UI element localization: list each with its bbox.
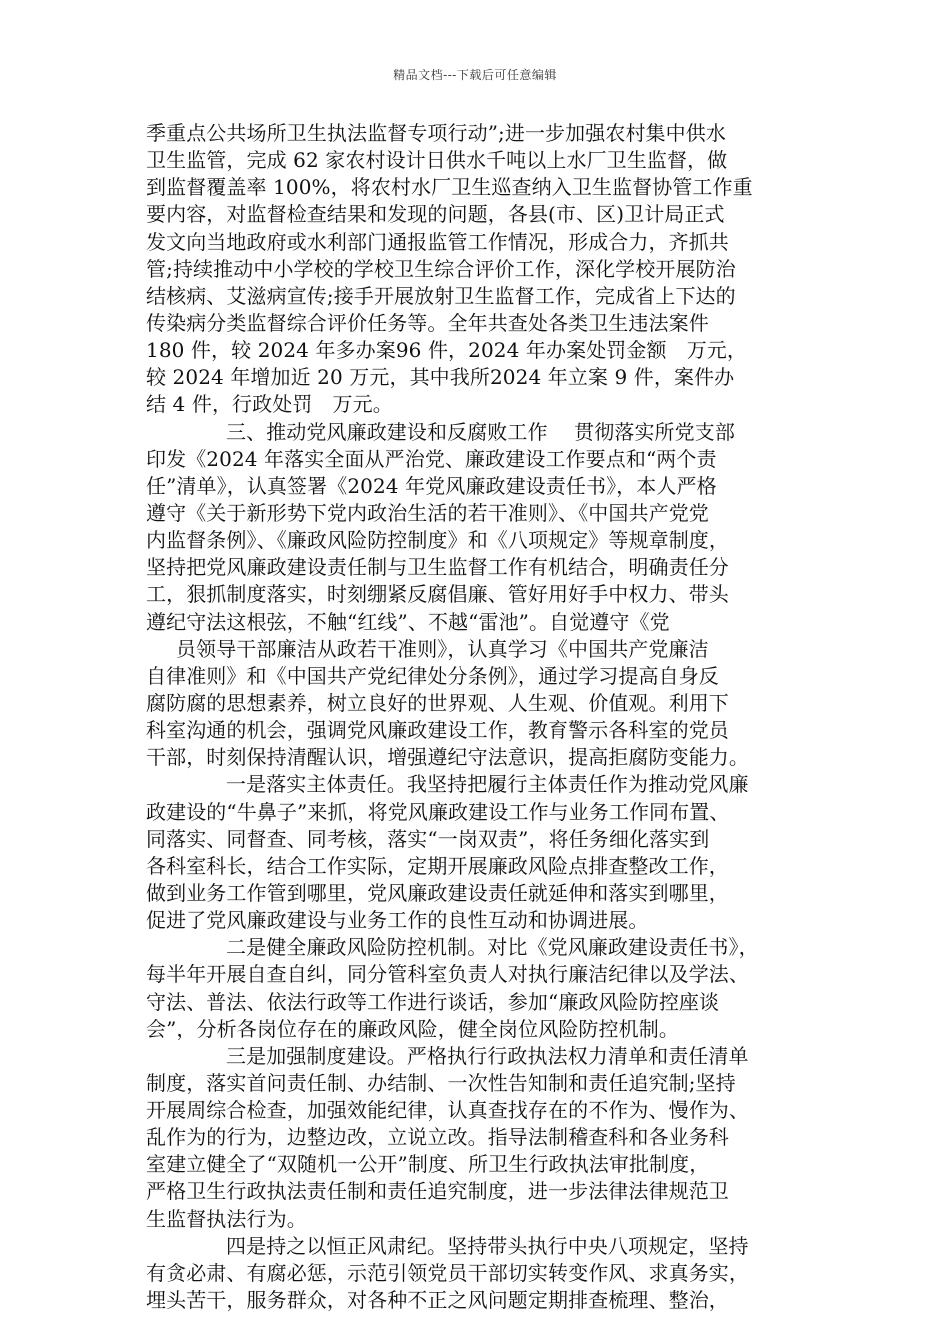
text-line: 结 4 件，行政处罚 万元。 <box>146 392 393 417</box>
text-line: 腐防腐的思想素养，树立良好的世界观、人生观、价值观。利用下 <box>146 690 729 715</box>
text-line: 卫生监管，完成 62 家农村设计日供水千吨以上水厂卫生监督，做 <box>146 148 728 173</box>
text-line: 传染病分类监督综合评价任务等。全年共查处各类卫生违法案件 <box>146 310 709 335</box>
text-line: 印发《2024 年落实全面从严治党、廉政建设工作要点和“两个责 <box>146 446 717 471</box>
section-heading-line: 三、推动党风廉政建设和反腐败工作 贯彻落实所党支部 <box>226 419 735 444</box>
text-line: 乱作为的行为，边整边改，立说立改。指导法制稽查科和各业务科 <box>146 1125 729 1150</box>
text-line: 工，狠抓制度落实，时刻绷紧反腐倡廉、管好用好手中权力、带头 <box>146 582 729 607</box>
text-line: 自律准则》和《中国共产党纪律处分条例》，通过学习提高自身反 <box>146 663 719 688</box>
text-line: 每半年开展自查自纠，同分管科室负责人对执行廉洁纪律以及学法、 <box>146 962 749 987</box>
text-line: 埋头苦干，服务群众，对各种不正之风问题定期排查梳理、整治， <box>146 1288 729 1313</box>
text-line: 内监督条例》、《廉政风险防控制度》和《八项规定》等规章制度， <box>146 528 729 553</box>
paragraph-start-line: 二是健全廉政风险防控机制。对比《党风廉政建设责任书》， <box>226 935 759 960</box>
text-line: 结核病、艾滋病宣传;接手开展放射卫生监督工作，完成省上下达的 <box>146 283 736 308</box>
page-header: 精品文档---下载后可任意编辑 <box>393 68 557 82</box>
text-line: 遵守《关于新形势下党内政治生活的若干准则》、《中国共产党党 <box>146 500 709 525</box>
text-line: 开展周综合检查，加强效能纪律，认真查找存在的不作为、慢作为、 <box>146 1098 749 1123</box>
text-line: 会”，分析各岗位存在的廉政风险，健全岗位风险防控机制。 <box>146 1016 679 1041</box>
text-line: 同落实、同督查、同考核，落实“一岗双责”，将任务细化落实到 <box>146 826 710 851</box>
text-line: 促进了党风廉政建设与业务工作的良性互动和协调进展。 <box>146 908 649 933</box>
text-line: 任”清单》，认真签署《2024 年党风廉政建设责任书》，本人严格 <box>146 473 717 498</box>
text-line: 有贪必肃、有腐必惩，示范引领党员干部切实转变作风、求真务实， <box>146 1260 749 1285</box>
text-line: 各科室科长，结合工作实际，定期开展廉政风险点排查整改工作， <box>146 853 729 878</box>
text-line: 科室沟通的机会，强调党风廉政建设工作，教育警示各科室的党员 <box>146 718 729 743</box>
paragraph-start-line: 一是落实主体责任。我坚持把履行主体责任作为推动党风廉 <box>226 772 749 797</box>
text-line: 管;持续推动中小学校的学校卫生综合评价工作，深化学校开展防治 <box>146 256 736 281</box>
paragraph-start-line: 三是加强制度建设。严格执行行政执法权力清单和责任清单 <box>226 1043 749 1068</box>
text-line: 到监督覆盖率 100%，将农村水厂卫生巡查纳入卫生监督协管工作重 <box>146 175 753 200</box>
text-line: 严格卫生行政执法责任制和责任追究制度，进一步法律法律规范卫 <box>146 1179 729 1204</box>
text-line: 较 2024 年增加近 20 万元，其中我所2024 年立案 9 件，案件办 <box>146 365 735 390</box>
text-line: 要内容，对监督检查结果和发现的问题，各县(市、区)卫计局正式 <box>146 202 725 227</box>
text-line: 政建设的“牛鼻子”来抓，将党风廉政建设工作与业务工作同布置、 <box>146 799 730 824</box>
text-line: 发文向当地政府或水利部门通报监管工作情况，形成合力，齐抓共 <box>146 229 729 254</box>
text-line: 制度，落实首问责任制、办结制、一次性告知制和责任追究制;坚持 <box>146 1070 736 1095</box>
text-line: 180 件，较 2024 年多办案96 件，2024 年办案处罚金额 万元， <box>146 338 748 363</box>
text-line: 遵纪守法这根弦，不触“红线”、不越“雷池”。自觉遵守《党 <box>146 609 670 634</box>
paragraph-start-line: 四是持之以恒正风肃纪。坚持带头执行中央八项规定，坚持 <box>226 1233 749 1258</box>
text-line: 坚持把党风廉政建设责任制与卫生监督工作有机结合，明确责任分 <box>146 555 729 580</box>
document-body <box>146 120 810 1314</box>
text-line: 做到业务工作管到哪里，党风廉政建设责任就延伸和落实到哪里， <box>146 880 729 905</box>
text-line: 干部，时刻保持清醒认识，增强遵纪守法意识，提高拒腐防变能力。 <box>146 745 749 770</box>
text-line: 季重点公共场所卫生执法监督专项行动”;进一步加强农村集中供水 <box>146 121 726 145</box>
text-line: 室建立健全了“双随机一公开”制度、所卫生行政执法审批制度， <box>146 1152 710 1177</box>
text-line: 员领导干部廉洁从政若干准则》，认真学习《中国共产党廉洁 <box>176 636 709 661</box>
text-line: 生监督执法行为。 <box>146 1206 307 1231</box>
text-line: 守法、普法、依法行政等工作进行谈话，参加“廉政风险防控座谈 <box>146 989 720 1014</box>
